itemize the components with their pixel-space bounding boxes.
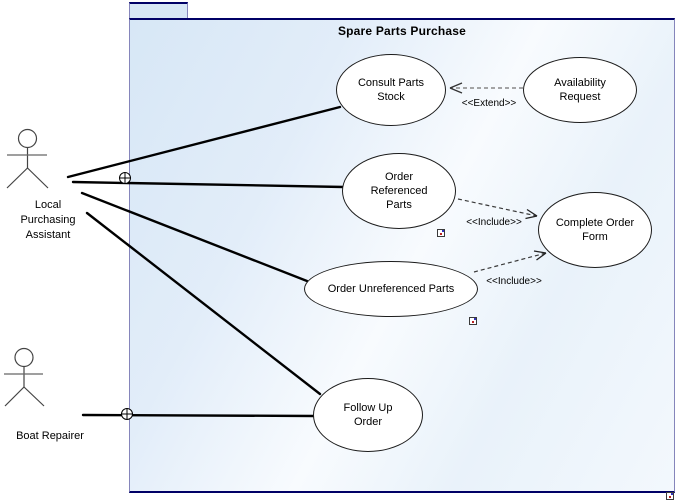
use-case-label: Order Unreferenced Parts	[327, 283, 455, 295]
actor-label-boat-repairer: Boat Repairer	[16, 430, 84, 442]
use-case-consult-parts-stock[interactable]	[336, 54, 446, 126]
association-boat-repairer-follow-up-order[interactable]	[83, 415, 315, 416]
actor-label-local-purchasing-assistant: Local Purchasing Assistant	[20, 199, 76, 241]
association-assistant-consult-parts-stock[interactable]	[68, 107, 340, 177]
anchor-plus-icon	[120, 173, 131, 184]
use-case-order-referenced-parts[interactable]	[342, 153, 456, 229]
use-case-label: Follow Up Order	[343, 402, 393, 428]
association-assistant-order-unreferenced-parts[interactable]	[82, 193, 307, 281]
use-case-follow-up-order[interactable]	[313, 378, 423, 452]
frame-title: Spare Parts Purchase	[337, 24, 467, 38]
stick-figure-icon	[0, 345, 50, 409]
use-case-label: Complete Order Form	[555, 217, 635, 243]
use-case-complete-order-form[interactable]	[538, 192, 652, 268]
use-case-label: Availability Request	[554, 77, 606, 103]
use-case-label: Consult Parts Stock	[357, 77, 425, 103]
actor-local-purchasing-assistant[interactable]	[4, 126, 54, 195]
include-stereotype-label: <<Include>>	[486, 276, 542, 287]
use-case-label: Order Referenced Parts	[370, 171, 428, 211]
use-case-availability-request[interactable]	[523, 57, 637, 123]
use-case-order-unreferenced-parts[interactable]	[304, 261, 478, 317]
marker-icon	[437, 229, 445, 237]
actor-boat-repairer[interactable]	[0, 345, 50, 414]
anchor-plus-icon	[122, 409, 133, 420]
include-stereotype-label: <<Include>>	[466, 217, 522, 228]
extend-stereotype-label: <<Extend>>	[461, 98, 517, 109]
include-connector-unreferenced[interactable]	[474, 253, 546, 272]
marker-icon	[666, 492, 674, 500]
stick-figure-icon	[4, 126, 54, 190]
association-assistant-order-referenced-parts[interactable]	[73, 182, 344, 187]
include-connector-referenced[interactable]	[458, 199, 537, 216]
marker-icon	[469, 317, 477, 325]
